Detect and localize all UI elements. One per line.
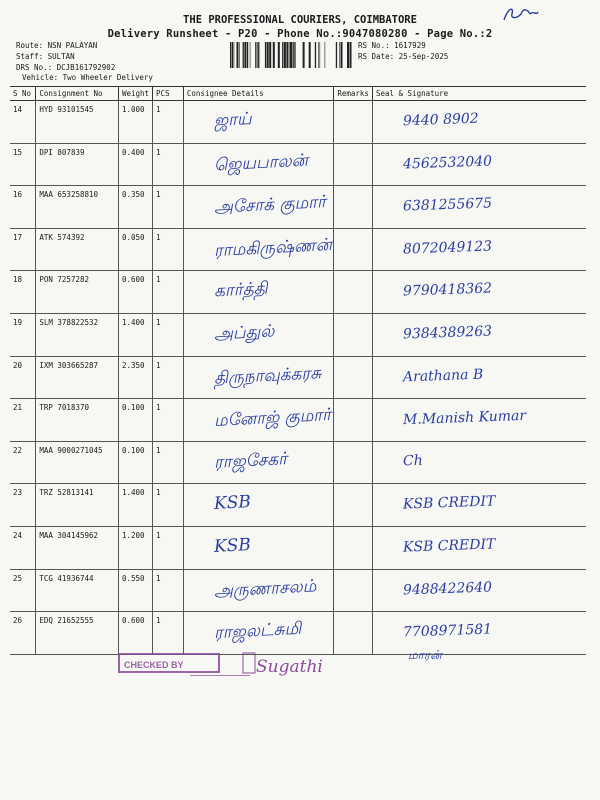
sno-cell: 21 — [10, 399, 36, 442]
consignee-handwriting: அப்துல் — [213, 321, 275, 345]
barcode-bar — [336, 42, 337, 68]
column-header: Remarks — [334, 87, 373, 101]
signature-cell — [372, 143, 586, 186]
barcode-bar — [341, 42, 343, 68]
sno-cell: 17 — [10, 228, 36, 271]
weight-cell: 0.550 — [118, 569, 152, 612]
barcode-bar — [320, 42, 321, 68]
table-row — [10, 271, 586, 314]
consignee-handwriting: ராஜசேகர் — [213, 448, 288, 473]
consignment-no: EDQ 21652555 — [36, 612, 119, 655]
sno-cell: 19 — [10, 313, 36, 356]
barcode-bar — [289, 42, 290, 68]
table-row — [10, 101, 586, 144]
barcode-bar — [243, 42, 244, 68]
barcode-bar — [325, 42, 326, 68]
stamp-line — [190, 675, 250, 676]
column-header: PCS — [153, 87, 184, 101]
column-header: Weight — [118, 87, 152, 101]
table-row — [10, 186, 586, 229]
sno-cell: 15 — [10, 143, 36, 186]
sno-cell: 23 — [10, 484, 36, 527]
table-row — [10, 143, 586, 186]
barcode-bar — [294, 42, 295, 68]
consignee-handwriting: திருநாவுக்கரசு — [213, 362, 322, 389]
runsheet-table — [10, 86, 586, 655]
weight-cell: 0.600 — [118, 612, 152, 655]
signature-handwriting: 8072049123 — [402, 238, 493, 258]
signature-cell — [372, 101, 586, 144]
barcode-bar — [290, 42, 292, 68]
consignment-no: MAA 653258810 — [36, 186, 119, 229]
signature-cell — [372, 186, 586, 229]
weight-cell: 0.400 — [118, 143, 152, 186]
checker-signature-text: Sugathi — [256, 657, 323, 677]
consignee-handwriting: மனோஜ் குமார் — [213, 405, 332, 432]
consignee-handwriting: ராஜலட்சுமி — [213, 618, 302, 644]
barcode-bar — [293, 42, 294, 68]
consignment-no: DPI 807839 — [36, 143, 119, 186]
table-row — [10, 313, 586, 356]
barcode-bar — [239, 42, 240, 68]
barcode-bar — [278, 42, 280, 68]
weight-cell: 1.000 — [118, 101, 152, 144]
table-row — [10, 441, 586, 484]
weight-cell: 0.350 — [118, 186, 152, 229]
footer-handwritten-note: மாரன் — [408, 648, 442, 662]
consignee-cell — [183, 484, 333, 527]
consignee-handwriting: ஜாய் — [213, 109, 252, 131]
weight-cell: 1.200 — [118, 526, 152, 569]
barcode-bar — [318, 42, 319, 68]
consignment-no: MAA 9000271045 — [36, 441, 119, 484]
table-body — [10, 101, 586, 655]
consignee-cell — [183, 271, 333, 314]
consignment-no: TRZ 52813141 — [36, 484, 119, 527]
pcs-cell: 1 — [153, 612, 184, 655]
signature-handwriting: Ch — [402, 452, 423, 470]
table-row — [10, 399, 586, 442]
consignment-no: HYD 93101545 — [36, 101, 119, 144]
barcode-bar — [244, 42, 246, 68]
barcode-bar — [286, 42, 288, 68]
signature-cell — [372, 313, 586, 356]
barcode-bar — [303, 42, 305, 68]
rs-number: RS No.: 1617929 — [358, 41, 426, 50]
staff: Staff: SULTAN — [16, 52, 75, 61]
barcode-bar — [347, 42, 349, 68]
drs-number: DRS No.: DCJB161792902 — [16, 63, 116, 72]
signature-handwriting: 9488422640 — [402, 578, 493, 599]
signature-handwriting: 9790418362 — [402, 280, 493, 300]
consignee-handwriting: KSB — [213, 534, 252, 557]
weight-cell: 0.100 — [118, 441, 152, 484]
column-header: S No — [10, 87, 36, 101]
consignee-handwriting: அருணாசலம் — [213, 575, 317, 602]
barcode — [230, 42, 354, 68]
pcs-cell: 1 — [153, 526, 184, 569]
remarks-cell — [334, 143, 373, 186]
remarks-cell — [334, 441, 373, 484]
consignee-handwriting: கார்த்தி — [213, 278, 268, 302]
weight-cell: 1.400 — [118, 484, 152, 527]
remarks-cell — [334, 484, 373, 527]
barcode-bar — [284, 42, 286, 68]
sno-cell: 14 — [10, 101, 36, 144]
consignee-cell — [183, 228, 333, 271]
consignee-handwriting: அசோக் குமார் — [213, 192, 327, 219]
pcs-cell: 1 — [153, 101, 184, 144]
table-row — [10, 228, 586, 271]
barcode-bar — [269, 42, 271, 68]
consignee-cell — [183, 101, 333, 144]
consignee-cell — [183, 186, 333, 229]
barcode-bar — [315, 42, 316, 68]
remarks-cell — [334, 569, 373, 612]
signature-cell — [372, 399, 586, 442]
remarks-cell — [334, 313, 373, 356]
remarks-cell — [334, 271, 373, 314]
signature-cell — [372, 484, 586, 527]
consignee-cell — [183, 399, 333, 442]
weight-cell: 0.600 — [118, 271, 152, 314]
consignment-no: MAA 304145962 — [36, 526, 119, 569]
sno-cell: 18 — [10, 271, 36, 314]
table-row — [10, 569, 586, 612]
signature-handwriting: KSB CREDIT — [402, 493, 496, 513]
signature-cell — [372, 612, 586, 655]
sno-cell: 24 — [10, 526, 36, 569]
barcode-bar — [247, 42, 248, 68]
pcs-cell: 1 — [153, 569, 184, 612]
remarks-cell — [334, 399, 373, 442]
remarks-cell — [334, 228, 373, 271]
barcode-bar — [339, 42, 340, 68]
sno-cell: 16 — [10, 186, 36, 229]
barcode-bar — [265, 42, 266, 68]
barcode-bar — [273, 42, 275, 68]
checker-signature — [242, 648, 342, 680]
barcode-bar — [309, 42, 311, 68]
signature-handwriting: 9440 8902 — [402, 110, 479, 130]
barcode-bar — [282, 42, 283, 68]
signature-handwriting: 6381255675 — [402, 195, 493, 215]
sno-cell: 25 — [10, 569, 36, 612]
column-header: Consignment No — [36, 87, 119, 101]
signature-cell — [372, 228, 586, 271]
barcode-bar — [230, 42, 231, 68]
sno-cell: 20 — [10, 356, 36, 399]
weight-cell: 0.100 — [118, 399, 152, 442]
signature-handwriting: Arathana B — [402, 366, 484, 385]
signature-cell — [372, 569, 586, 612]
consignment-no: ATK 574392 — [36, 228, 119, 271]
consignee-cell — [183, 143, 333, 186]
consignee-cell — [183, 569, 333, 612]
consignee-cell — [183, 356, 333, 399]
route: Route: NSN PALAYAN — [16, 41, 98, 50]
signature-cell — [372, 356, 586, 399]
barcode-bar — [255, 42, 256, 68]
barcode-bar — [250, 42, 251, 68]
pcs-cell: 1 — [153, 399, 184, 442]
consignment-no: SLM 378822532 — [36, 313, 119, 356]
consignment-no: TRP 7018370 — [36, 399, 119, 442]
barcode-bar — [267, 42, 269, 68]
company-name: THE PROFESSIONAL COURIERS, COIMBATORE — [183, 14, 417, 26]
meta-left — [16, 40, 115, 73]
consignment-no: IXM 303665287 — [36, 356, 119, 399]
column-header: Seal & Signature — [372, 87, 586, 101]
barcode-bar — [258, 42, 259, 68]
signature-handwriting: 7708971581 — [402, 621, 493, 641]
barcode-bar — [234, 42, 235, 68]
vehicle: Vehicle: Two Wheeler Delivery — [22, 73, 153, 82]
runsheet-subtitle: Delivery Runsheet - P20 - Phone No.:9047080280 - Page No.:2 — [107, 28, 493, 40]
checked-by-stamp: CHECKED BY — [118, 653, 220, 673]
barcode-bar — [237, 42, 239, 68]
signature-handwriting: KSB CREDIT — [402, 536, 496, 556]
table-row — [10, 484, 586, 527]
sno-cell: 22 — [10, 441, 36, 484]
barcode-bar — [232, 42, 233, 68]
pcs-cell: 1 — [153, 271, 184, 314]
signature-handwriting: 4562532040 — [402, 153, 493, 173]
pcs-cell: 1 — [153, 313, 184, 356]
remarks-cell — [334, 101, 373, 144]
weight-cell: 0.050 — [118, 228, 152, 271]
pcs-cell: 1 — [153, 143, 184, 186]
signature-cell — [372, 441, 586, 484]
signature-cell — [372, 271, 586, 314]
weight-cell: 2.350 — [118, 356, 152, 399]
consignee-handwriting: ராமகிருஷ்ணன் — [213, 234, 333, 261]
checker-signature-strokes — [242, 648, 342, 680]
pcs-cell: 1 — [153, 228, 184, 271]
consignment-no: TCG 41936744 — [36, 569, 119, 612]
column-header: Consignee Details — [183, 87, 333, 101]
pcs-cell: 1 — [153, 484, 184, 527]
pcs-cell: 1 — [153, 356, 184, 399]
table-row — [10, 526, 586, 569]
consignee-handwriting: ஜெயபாலன் — [213, 150, 309, 176]
consignee-handwriting: KSB — [213, 492, 252, 515]
barcode-bar — [257, 42, 258, 68]
table-row — [10, 356, 586, 399]
remarks-cell — [334, 526, 373, 569]
signature-handwriting: 9384389263 — [402, 323, 493, 343]
pcs-cell: 1 — [153, 441, 184, 484]
signature-handwriting: M.Manish Kumar — [402, 408, 527, 429]
consignee-cell — [183, 441, 333, 484]
table-header-row — [10, 87, 586, 101]
signature-cell — [372, 526, 586, 569]
consignment-no: PON 7257282 — [36, 271, 119, 314]
barcode-bar — [350, 42, 352, 68]
sno-cell: 26 — [10, 612, 36, 655]
meta-right — [358, 40, 448, 62]
pcs-cell: 1 — [153, 186, 184, 229]
weight-cell: 1.400 — [118, 313, 152, 356]
consignee-cell — [183, 313, 333, 356]
remarks-cell — [334, 356, 373, 399]
rs-date: RS Date: 25-Sep-2025 — [358, 52, 449, 61]
remarks-cell — [334, 186, 373, 229]
consignee-cell — [183, 526, 333, 569]
